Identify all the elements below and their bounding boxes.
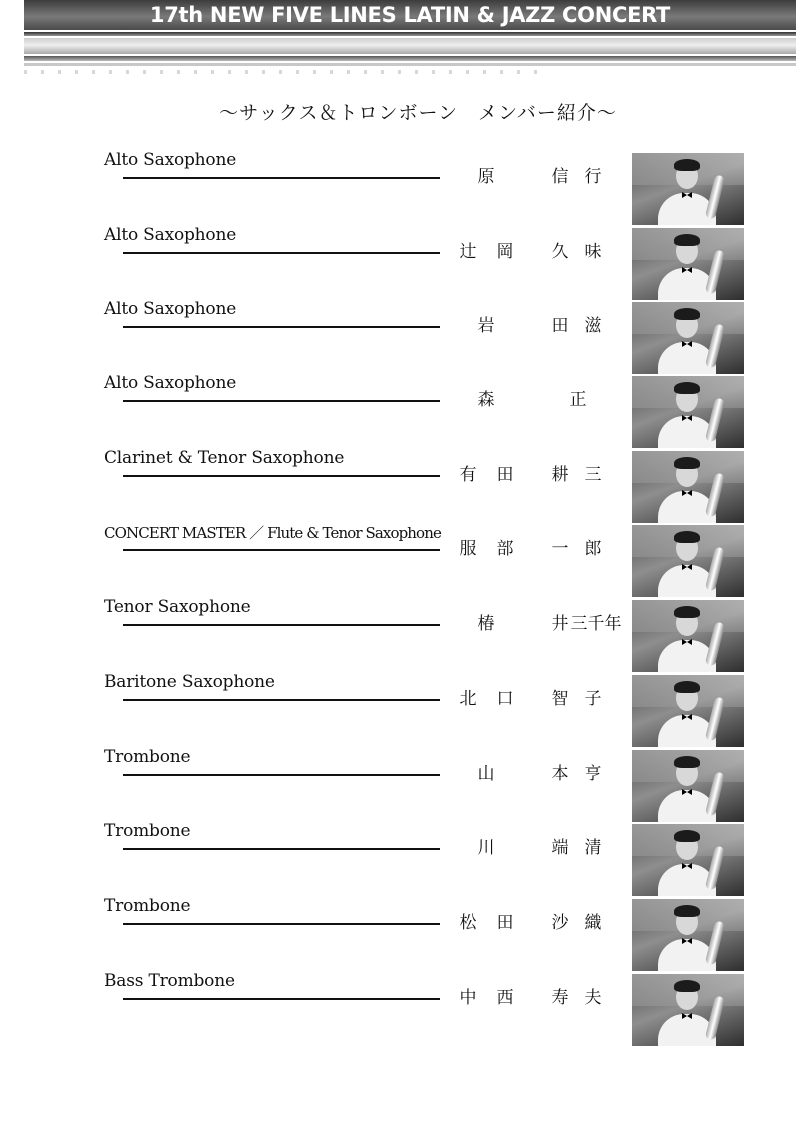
member-instrument: Alto Saxophone xyxy=(104,150,237,170)
member-name-char: 山 xyxy=(477,764,495,784)
member-name-char: 北 xyxy=(459,689,477,709)
member-name-char: 亨 xyxy=(584,764,602,784)
member-name-char: 有 xyxy=(459,465,477,485)
photo-hair xyxy=(674,756,700,768)
member-instrument: Tenor Saxophone xyxy=(104,597,251,617)
member-name-char: 服 xyxy=(459,539,477,559)
member-name-char: 端 xyxy=(551,838,569,858)
member-name-char: 中 xyxy=(459,988,477,1008)
member-photo xyxy=(632,525,744,597)
member-name-char: 滋 xyxy=(584,316,602,336)
member-name-char: 子 xyxy=(584,689,602,709)
member-name-char: 西 xyxy=(496,988,514,1008)
leader-line xyxy=(123,400,440,402)
member-instrument: Baritone Saxophone xyxy=(104,672,275,692)
leader-line xyxy=(123,177,440,179)
photo-hair xyxy=(674,830,700,842)
member-name-char: 本 xyxy=(551,764,569,784)
member-photo xyxy=(632,899,744,971)
member-instrument: Alto Saxophone xyxy=(104,373,237,393)
member-photo xyxy=(632,824,744,896)
member-name-char: 三千年 xyxy=(570,614,622,634)
member-row xyxy=(0,150,796,225)
member-photo xyxy=(632,228,744,300)
photo-hair xyxy=(674,382,700,394)
photo-hair xyxy=(674,234,700,246)
leader-line xyxy=(123,549,440,551)
member-instrument: Alto Saxophone xyxy=(104,225,237,245)
member-name-char: 田 xyxy=(551,316,569,336)
leader-line xyxy=(123,998,440,1000)
member-name-char: 寿 xyxy=(551,988,569,1008)
member-name-char: 久 xyxy=(551,242,569,262)
leader-line xyxy=(123,624,440,626)
photo-hair xyxy=(674,681,700,693)
member-row xyxy=(0,225,796,300)
member-name-char: 一 xyxy=(551,539,569,559)
member-row xyxy=(0,597,796,672)
member-row xyxy=(0,896,796,971)
photo-hair xyxy=(674,308,700,320)
leader-line xyxy=(123,475,440,477)
header-rule xyxy=(24,56,796,61)
photo-hair xyxy=(674,159,700,171)
member-name-char: 森 xyxy=(477,390,495,410)
member-name-char: 正 xyxy=(569,390,587,410)
member-instrument: Trombone xyxy=(104,747,191,767)
leader-line xyxy=(123,848,440,850)
member-photo xyxy=(632,600,744,672)
member-photo xyxy=(632,750,744,822)
header-rule xyxy=(24,32,796,36)
leader-line xyxy=(123,699,440,701)
member-row xyxy=(0,672,796,747)
member-name-char: 三 xyxy=(584,465,602,485)
scan-speckle xyxy=(24,70,544,74)
member-row xyxy=(0,448,796,523)
member-photo xyxy=(632,451,744,523)
member-name-char: 辻 xyxy=(459,242,477,262)
member-name-char: 織 xyxy=(584,913,602,933)
member-name-char: 沙 xyxy=(551,913,569,933)
photo-hair xyxy=(674,606,700,618)
member-name-char: 岩 xyxy=(477,316,495,336)
photo-hair xyxy=(674,980,700,992)
photo-hair xyxy=(674,905,700,917)
member-name-char: 椿 xyxy=(477,614,495,634)
header-rule xyxy=(24,38,796,54)
leader-line xyxy=(123,252,440,254)
member-name-char: 味 xyxy=(584,242,602,262)
member-row xyxy=(0,971,796,1046)
concert-title-banner xyxy=(24,0,796,30)
member-name-char: 川 xyxy=(477,838,495,858)
leader-line xyxy=(123,326,440,328)
member-instrument: Clarinet & Tenor Saxophone xyxy=(104,448,345,468)
member-row xyxy=(0,373,796,448)
member-name-char: 岡 xyxy=(496,242,514,262)
member-name-char: 耕 xyxy=(551,465,569,485)
photo-hair xyxy=(674,531,700,543)
member-photo xyxy=(632,974,744,1046)
member-photo xyxy=(632,153,744,225)
member-name-char: 信 xyxy=(551,167,569,187)
member-instrument: Trombone xyxy=(104,821,191,841)
member-instrument: Alto Saxophone xyxy=(104,299,237,319)
member-instrument: CONCERT MASTER ／ Flute & Tenor Saxophone xyxy=(104,524,441,542)
member-instrument: Trombone xyxy=(104,896,191,916)
member-photo xyxy=(632,302,744,374)
member-row xyxy=(0,522,796,597)
leader-line xyxy=(123,774,440,776)
member-name-char: 部 xyxy=(496,539,514,559)
member-name-char: 智 xyxy=(551,689,569,709)
member-name-char: 原 xyxy=(477,167,495,187)
member-row xyxy=(0,747,796,822)
member-name-char: 田 xyxy=(496,913,514,933)
member-name-char: 清 xyxy=(584,838,602,858)
member-photo xyxy=(632,675,744,747)
member-photo xyxy=(632,376,744,448)
member-row xyxy=(0,821,796,896)
member-name-char: 田 xyxy=(496,465,514,485)
member-name-char: 夫 xyxy=(584,988,602,1008)
header-rule xyxy=(24,63,796,66)
member-row xyxy=(0,299,796,374)
concert-title: 17th NEW FIVE LINES LATIN & JAZZ CONCERT xyxy=(149,3,671,27)
photo-hair xyxy=(674,457,700,469)
member-name-char: 松 xyxy=(459,913,477,933)
member-instrument: Bass Trombone xyxy=(104,971,235,991)
member-name-char: 口 xyxy=(496,689,514,709)
member-name-char: 郎 xyxy=(584,539,602,559)
member-name-char: 井 xyxy=(551,614,569,634)
member-name-char: 行 xyxy=(584,167,602,187)
section-title: ～サックス＆トロンボーン メンバー紹介～ xyxy=(219,102,617,124)
leader-line xyxy=(123,923,440,925)
